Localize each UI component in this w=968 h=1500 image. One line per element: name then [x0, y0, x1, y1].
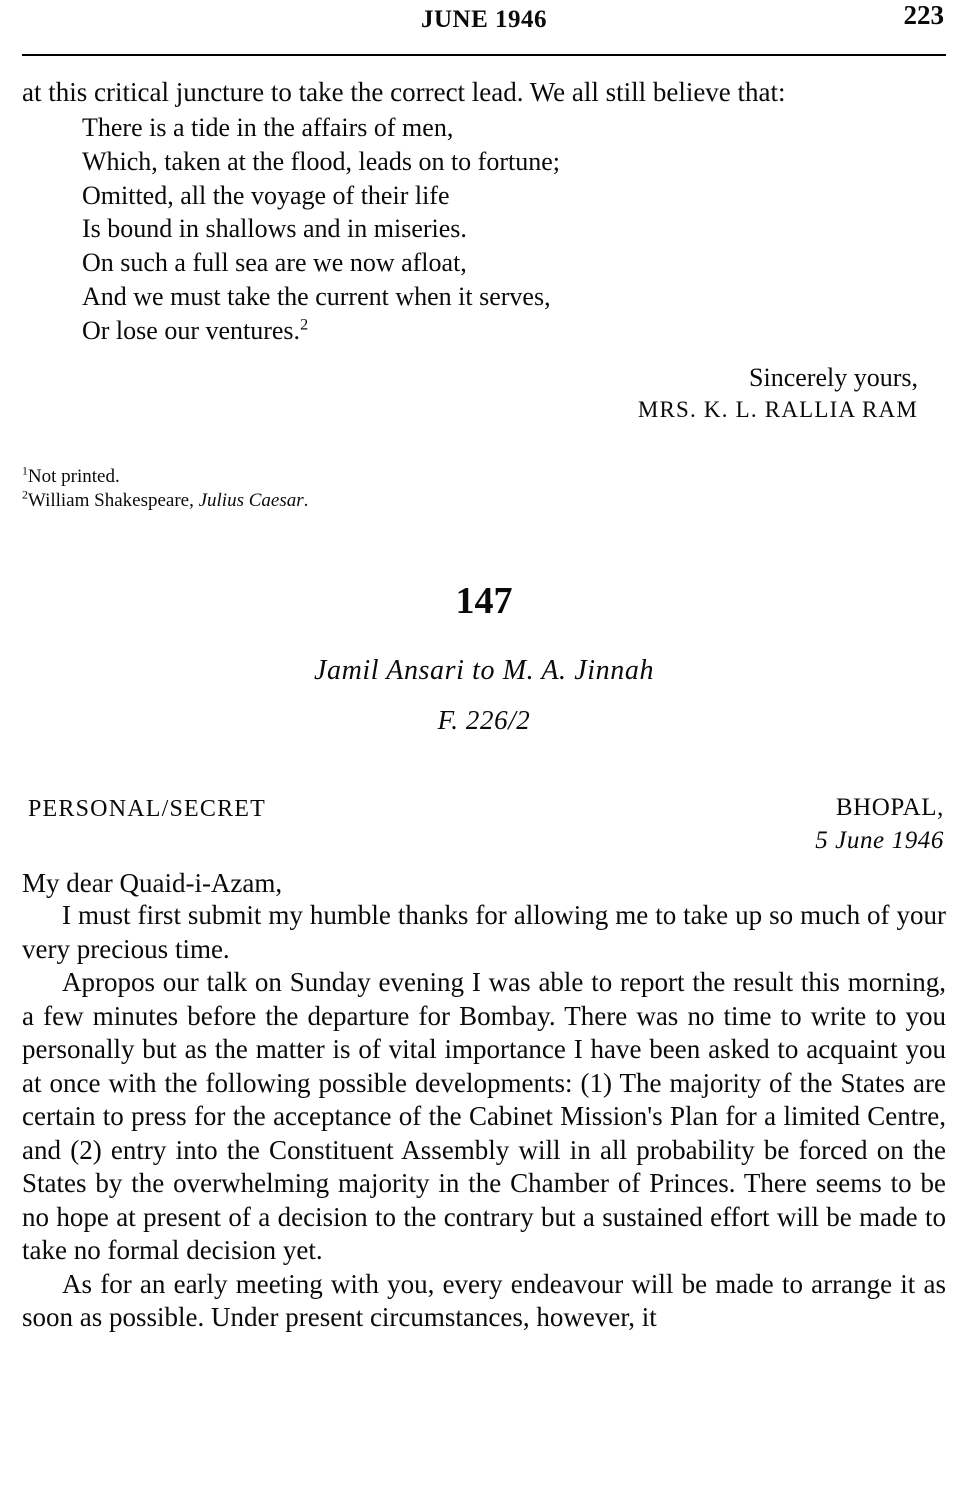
- footnote-2-tail: .: [303, 490, 309, 512]
- closing-text: Sincerely yours,: [749, 362, 918, 392]
- letter-meta: [22, 792, 946, 864]
- verse-line: There is a tide in the affairs of men,: [82, 112, 454, 142]
- verse-line-last: [82, 314, 946, 348]
- verse-line: Omitted, all the voyage of their life: [82, 180, 450, 210]
- classification-label: PERSONAL/SECRET: [28, 796, 267, 823]
- footnote-1-marker: 1: [22, 464, 28, 478]
- letter-body: [22, 899, 946, 1334]
- verse-line: And we must take the current when it serves,: [82, 281, 551, 311]
- footnote-marker-2: 2: [300, 316, 309, 334]
- letter-date: 5 June 1946: [815, 826, 944, 854]
- signature-name: MRS. K. L. RALLIA RAM: [637, 397, 918, 423]
- page-number: 223: [903, 0, 944, 30]
- footnote-2-marker: 2: [22, 488, 28, 502]
- verse-block: [22, 111, 946, 348]
- footnote-2: [22, 489, 946, 513]
- salutation: My dear Quaid-i-Azam,: [22, 868, 283, 899]
- verse-line-last-text: Or lose our ventures.: [82, 315, 301, 345]
- letter-signoff: [22, 362, 946, 425]
- footnotes-block: [22, 465, 946, 514]
- letter-origin: [815, 792, 944, 857]
- letter-paragraph: I must first submit my humble thanks for allowing me to take up so much of your very precious time.: [22, 900, 946, 964]
- header-rule: [22, 54, 946, 56]
- page-header: [22, 0, 946, 52]
- verse-line: On such a full sea are we now afloat,: [82, 248, 467, 278]
- document-title: Jamil Ansari to M. A. Jinnah: [313, 655, 655, 687]
- footnote-2-text: William Shakespeare,: [27, 490, 199, 512]
- continued-paragraph: at this critical juncture to take the correct lead. We all still believe that:: [22, 77, 786, 107]
- document-number: 147: [455, 580, 513, 623]
- letter-paragraph: As for an early meeting with you, every endeavour will be made to arrange it as soon as possible. Under present circumstances, however, it: [22, 1268, 946, 1333]
- running-head-title: JUNE 1946: [420, 6, 548, 33]
- footnote-2-italic: Julius Caesar: [198, 490, 304, 512]
- footnote-1: [22, 465, 946, 489]
- letter-paragraph: Apropos our talk on Sunday evening I was able to report the result this morning, a few minutes before the departure for Bombay. There was no time to write to you personally but as the matter is of vital importance I have been asked to acquaint you at once with the following possible developments: (1) The majority of the States are certain to press for the acceptance of the Cabinet Mission's Plan for a limited Centre, and (2) entry into the Constituent Assembly will in all probability be forced on the States by the overwhelming majority in the Chamber of Princes. There seems to be no hope at present of a decision to the contrary but a sustained effort will be made to take no formal decision yet.: [22, 967, 946, 1266]
- verse-line: Which, taken at the flood, leads on to fortune;: [82, 146, 560, 176]
- footnote-1-text: Not printed.: [27, 465, 120, 487]
- document-reference: F. 226/2: [437, 705, 531, 736]
- verse-line: Is bound in shallows and in miseries.: [82, 214, 467, 244]
- place-name: BHOPAL,: [835, 794, 944, 822]
